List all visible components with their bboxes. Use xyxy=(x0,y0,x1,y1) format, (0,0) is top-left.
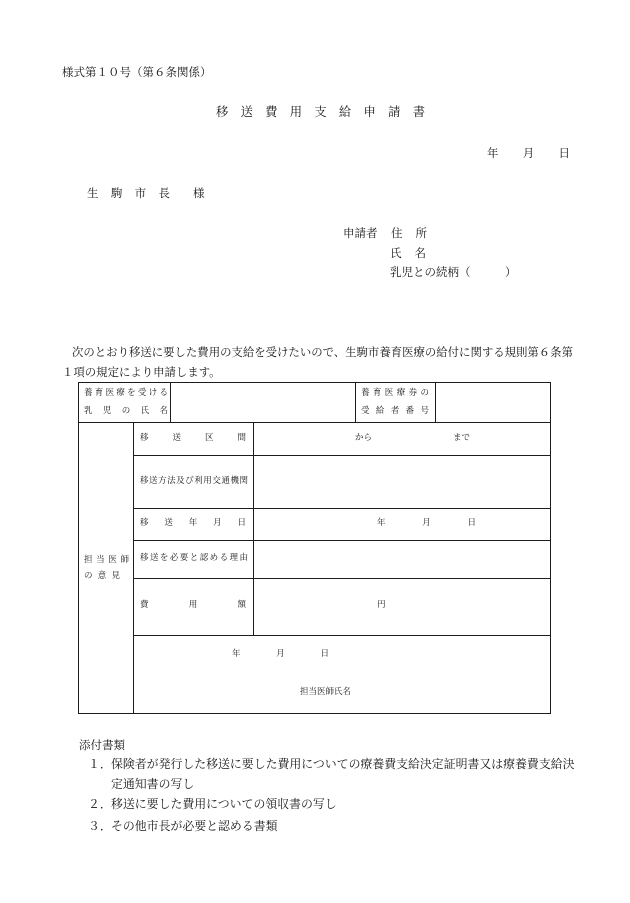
reason-label: 移送を必要と認める理由 xyxy=(140,553,248,563)
infant-name-label: 養育医療を受ける xyxy=(84,388,168,398)
addressee: 生駒市長 xyxy=(87,186,170,200)
list-item-text: 移送に要した費用についての領収書の写し xyxy=(111,797,337,811)
list-item-number: ２． xyxy=(88,797,112,811)
route-to-label: まで xyxy=(453,433,471,443)
doctor-opinion-label: 担当医師 xyxy=(84,555,129,565)
relation-label: 乳児との続柄（ ） xyxy=(390,265,517,279)
list-item-number: ３． xyxy=(88,819,112,833)
certificate-number-label: 受給者番号 xyxy=(361,406,429,416)
list-item-number: １． xyxy=(88,757,112,771)
form-number: 様式第１０号（第６条関係） xyxy=(62,65,212,79)
cost-label: 費用額 xyxy=(140,600,246,610)
method-label: 移送方法及び利用交通機関 xyxy=(140,476,248,486)
transport-date-value: 年月日 xyxy=(377,518,476,528)
infant-name-label: 乳児の氏名 xyxy=(84,406,168,416)
transport-date-label: 移送年月日 xyxy=(140,518,246,528)
name-label: 氏名 xyxy=(390,246,426,260)
paragraph-line: １項の規定により申請します。 xyxy=(62,365,221,379)
address-label: 住所 xyxy=(391,226,427,240)
cost-unit: 円 xyxy=(377,600,386,610)
list-item-text: その他市長が必要と認める書類 xyxy=(111,819,278,833)
route-from-label: から xyxy=(355,433,373,443)
list-item-text: 定通知書の写し xyxy=(111,777,195,791)
doctor-opinion-label: の意見 xyxy=(84,571,120,581)
route-label: 移送区間 xyxy=(140,433,246,443)
doctor-name-label: 担当医師氏名 xyxy=(300,687,352,697)
certificate-number-label: 養育医療券の xyxy=(361,388,429,398)
date-label: 年月日 xyxy=(487,146,570,160)
addressee-suffix: 様 xyxy=(193,186,205,200)
signature-date-label: 年月日 xyxy=(232,649,329,659)
attachments-title: 添付書類 xyxy=(79,738,125,752)
list-item-text: 保険者が発行した移送に要した費用についての療養費支給決定証明書又は療養費支給決 xyxy=(111,757,575,771)
paragraph-line: 次のとおり移送に要した費用の支給を受けたいので、生駒市養育医療の給付に関する規則第６条第 xyxy=(72,345,573,359)
document-title: 移送費用支給申請書 xyxy=(216,105,425,119)
applicant-label: 申請者 xyxy=(343,226,378,240)
